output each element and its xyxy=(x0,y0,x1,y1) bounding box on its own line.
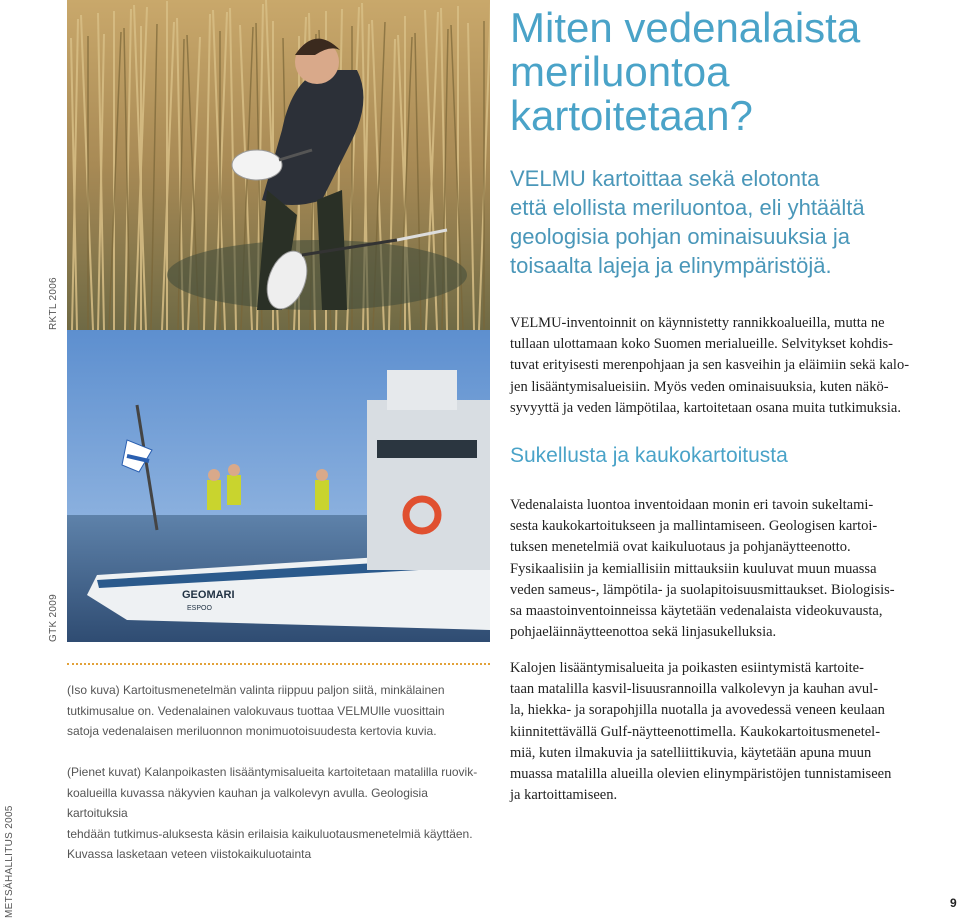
boat-name: GEOMARI xyxy=(182,589,235,601)
photo-credit-bottom: GTK 2009 xyxy=(48,594,59,642)
caption-large-image: (Iso kuva) Kartoitusmenetelmän valinta riippuu paljon siitä, minkälainen tutkimusalue on. Vedenalainen valokuvaus tuottaa VELMUlle vuosittain satoja vedenalaisen meriluonnon monimuotoisuudesta kertovia kuvia. xyxy=(67,683,445,738)
section-subheading: Sukellusta ja kaukokartoitusta xyxy=(510,444,788,467)
lead-paragraph: VELMU kartoittaa sekä elotonta että elollista meriluontoa, eli yhtäältä geologisia pohjan ominaisuuksia ja toisaalta lajeja ja elinympäristöjä. xyxy=(510,166,865,278)
page-number: 9 xyxy=(950,896,957,910)
photo-credit-side: METSÄHALLITUS 2005 xyxy=(4,805,15,918)
body-paragraph-methods: Vedenalaista luontoa inventoidaan monin eri tavoin sukeltami- sesta kaukokartoitukseen ja mallintamiseen. Geologisen kartoi- tuksen menetelmiä ovat kaikuluotaus ja pohjanäytteenotto. Fysikaalisiin ja kemiallisiin mittauksiin kuuluvat muun muassa veden sameus-, lämpötila- ja suolapitoisuusmittaukset. Biologisis- sa maastoinventoinneissa käytetään vedenalaista videokuvausta, pohjaeläinnäytteenottoa sekä linjasukelluksia. xyxy=(510,497,895,641)
caption-divider xyxy=(67,663,490,665)
page-title: Miten vedenalaista meriluontoa kartoitetaan? xyxy=(510,4,861,139)
research-vessel-photo xyxy=(67,330,490,642)
reed-sampling-photo xyxy=(67,0,490,330)
body-paragraph-fish: Kalojen lisääntymisalueita ja poikasten esiintymistä kartoite- taan matalilla kasvil-lisuusrannoilla valkolevyn ja kauhan avul- la, hiekka- ja sorapohjilla nuotalla ja avovedessä veneen keulaan kiinnitettävällä Gulf-näytteenottimella. Kaukokartoitusmenetel- miä, kuten ilmakuvia ja satelliittikuvia, käytetään apuna muun muassa matalilla alueilla olevien elinympäristöjen tunnistamiseen ja kartoittamiseen. xyxy=(510,660,892,804)
boat-port: ESPOO xyxy=(187,605,212,612)
intro-paragraph: VELMU-inventoinnit on käynnistetty rannikkoalueilla, mutta ne tullaan ulottamaan koko Suomen merialueille. Selvitykset kohdis- tuvat erityisesti merenpohjaan ja sen kasveihin ja eläimiin sekä kalo- jen lisääntymisalueisiin. Myös veden ominaisuuksia, kuten näkö- syvyyttä ja veden lämpötilaa, kartoitetaan osana muita tutkimuksia. xyxy=(510,315,910,416)
photo-credit-top: RKTL 2006 xyxy=(48,277,59,330)
caption-small-images: (Pienet kuvat) Kalanpoikasten lisääntymisalueita kartoitetaan matalilla ruovik- koalueilla kuvassa näkyvien kauhan ja valkolevyn avulla. Geologisia kartoituksia tehdään tutkimus-aluksesta käsin erilaisia kaikuluotausmenetelmiä käyttäen. Kuvassa lasketaan veteen viistokaikuluotainta xyxy=(67,765,478,861)
